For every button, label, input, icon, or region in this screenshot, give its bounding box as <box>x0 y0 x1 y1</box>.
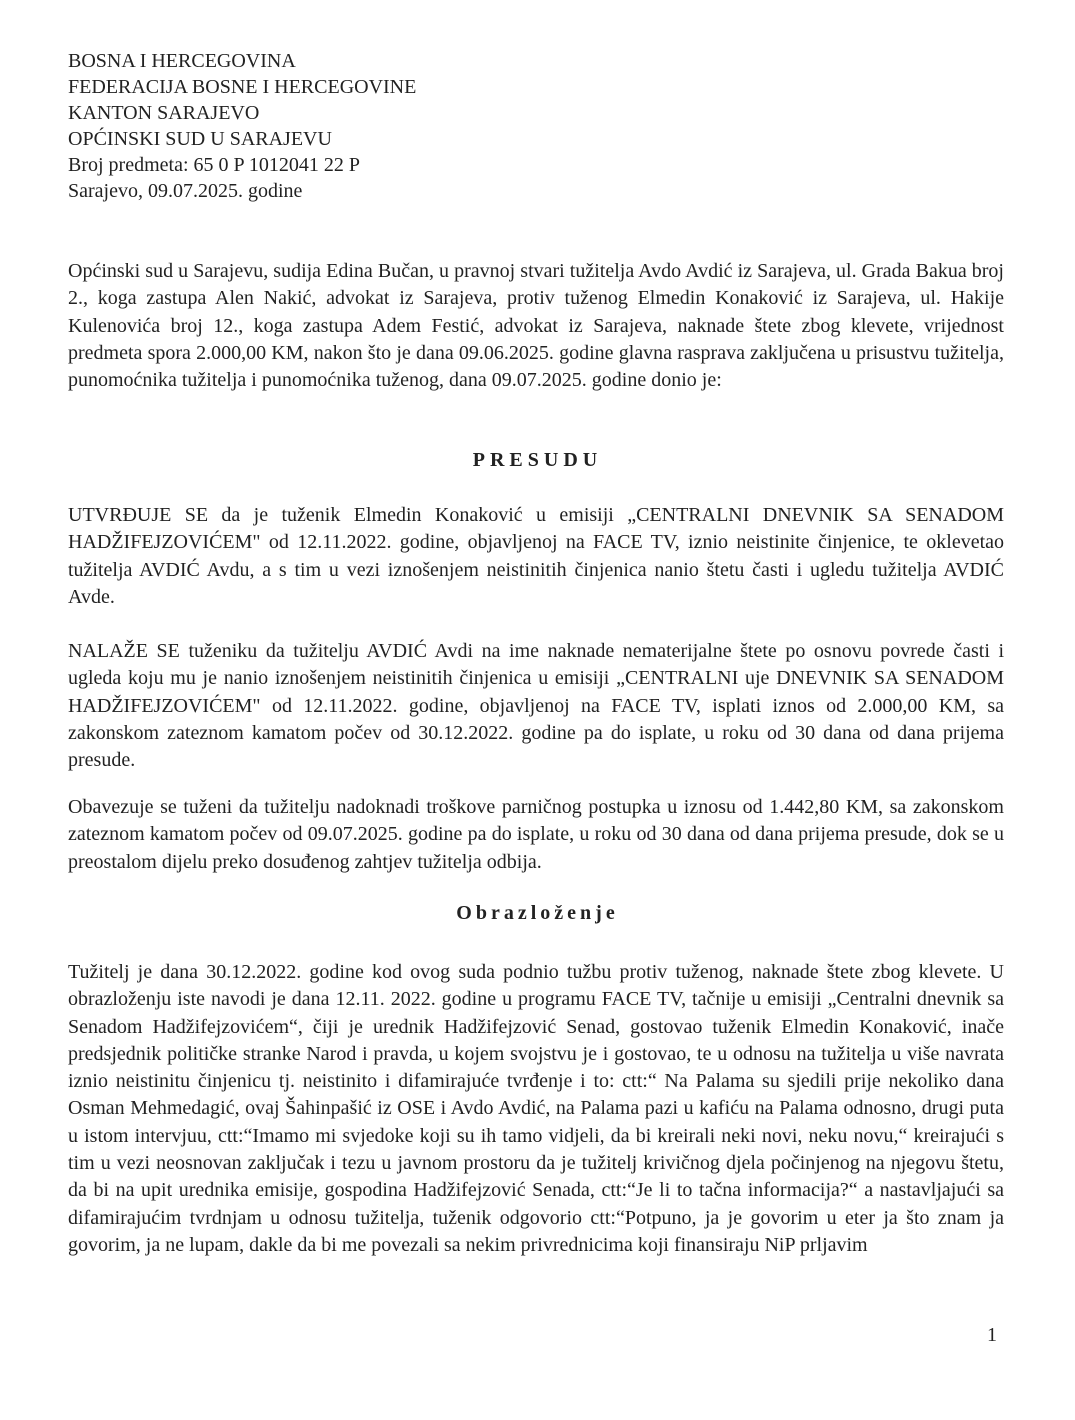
page-number: 1 <box>987 1324 997 1346</box>
reasoning-heading: Obrazloženje <box>456 902 619 924</box>
reasoning-paragraph: Tužitelj je dana 30.12.2022. godine kod ovog suda podnio tužbu protiv tuženog, naknade štete zbog klevete. U obrazloženju iste navodi je dana 12.11. 2022. godine u programu FACE TV, tačnije u emisiji „Centralni dnevnik sa Senadom Hadžifejzovićem“, čiji je urednik Hadžifejzović Senad, gostovao tuženik Elmedin Konaković, inače predsjednik političke stranke Narod i pravda, u kojem svojstvu je i gostovao, te u odnosu na tužitelja u više navrata iznio neistinitu činjenicu tj. neistinito i difamirajuće tvrđenje i to: ctt:“ Na Palama su sjedili prije nekoliko dana Osman Mehmedagić, ovaj Šahinpašić iz OSE i Avdo Avdić, na Palama pazi u kafiću na Palama odnosno, drugi puta u istom intervjuu, ctt:“Imamo mi svjedoke koji su ih tamo vidjeli, da bi kreirali neki novi, neku novu,“ kreirajući s tim u vezi neosnovan zaključak i tezu u javnom prostoru da je tužitelj krivičnog djela počinjenog na njegovu štetu, da bi na upit urednika emisije, gospodina Hadžifejzović Senada, ctt:“Je li to tačna informacija?“ a nastavljajući sa difamirajućim tvrdnjam u odnosu tužitelja, tuženik odgovorio ctt:“Potpuno, ja je govorim u eter ja što znam ja govorim, ja ne lupam, dakle da bi me povezali sa nekim privrednicima koji finansiraju NiP prljavim <box>68 961 1004 1256</box>
court-header <box>68 48 416 204</box>
header-case-number: Broj predmeta: 65 0 P 1012041 22 P <box>68 154 361 176</box>
header-country: BOSNA I HERCEGOVINA <box>68 50 296 72</box>
header-canton: KANTON SARAJEVO <box>68 102 260 124</box>
verdict-heading: PRESUDU <box>472 449 603 471</box>
verdict-paragraph-obavezuje: Obavezuje se tuženi da tužitelju nadoknadi troškove parničnog postupka u iznosu od 1.442,80 KM, sa zakonskom zateznom kamatom počev od 09.07.2025. godine pa do isplate, u roku od 30 dana od dana prijema presude, dok se u preostalom dijelu preko dosuđenog zahtjev tužitelja odbija. <box>68 796 1004 873</box>
header-court: OPĆINSKI SUD U SARAJEVU <box>68 128 332 150</box>
intro-paragraph: Općinski sud u Sarajevu, sudija Edina Bučan, u pravnoj stvari tužitelja Avdo Avdić iz Sarajeva, ul. Grada Bakua broj 2., koga zastupa Alen Nakić, advokat iz Sarajeva, protiv tuženog Elmedin Konaković iz Sarajeva, ul. Hakije Kulenovića broj 12., koga zastupa Adem Festić, advokat iz Sarajeva, naknade štete zbog klevete, vrijednost predmeta spora 2.000,00 KM, nakon što je dana 09.06.2025. godine glavna rasprava zaključena u prisustvu tužitelja, punomoćnika tužitelja i punomoćnika tuženog, dana 09.07.2025. godine donio je: <box>68 260 1004 392</box>
verdict-paragraph-utvrduje: UTVRĐUJE SE da je tuženik Elmedin Konaković u emisiji „CENTRALNI DNEVNIK SA SENADOM HADŽIFEJZOVIĆEM" od 12.11.2022. godine, objavljenoj na FACE TV, iznio neistinite činjenice, te oklevetao tužitelja AVDIĆ Avdu, a s tim u vezi iznošenjem neistinitih činjenica nanio štetu časti i ugledu tužitelja AVDIĆ Avde. <box>68 504 1004 608</box>
header-federation: FEDERACIJA BOSNE I HERCEGOVINE <box>68 76 417 98</box>
header-place-date: Sarajevo, 09.07.2025. godine <box>68 180 303 202</box>
verdict-paragraph-nalaze: NALAŽE SE tuženiku da tužitelju AVDIĆ Avdi na ime naknade nematerijalne štete po osnovu povrede časti i ugleda koju mu je nanio iznošenjem neistinitih činjenica u emisiji „CENTRALNI uje DNEVNIK SA SENADOM HADŽIFEJZOVIĆEM" od 12.11.2022. godine, objavljenoj na FACE TV, isplati iznos od 2.000,00 KM, sa zakonskom zateznom kamatom počev od 30.12.2022. godine pa do isplate, u roku od 30 dana od dana prijema presude. <box>68 640 1004 772</box>
